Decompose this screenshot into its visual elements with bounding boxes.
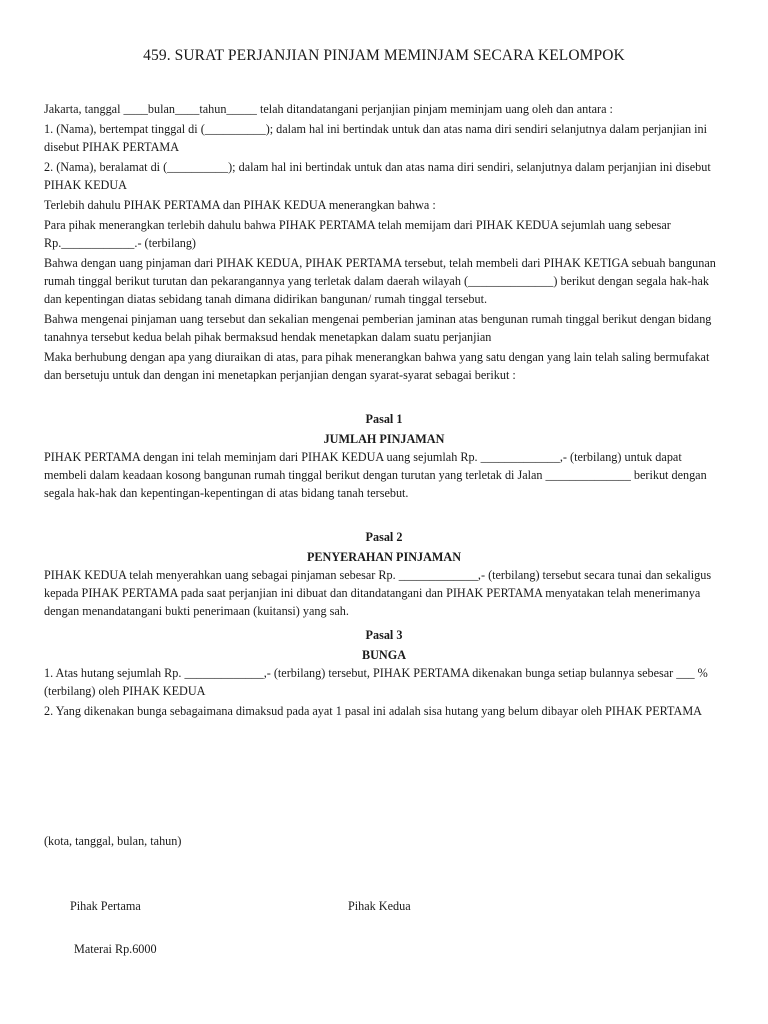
document-body <box>44 100 724 722</box>
pasal-3-number: Pasal 3 <box>365 628 403 642</box>
pasal-1-number: Pasal 1 <box>365 412 403 426</box>
signature-party-2: Pihak Kedua <box>348 899 411 913</box>
pasal-3-item: 2. Yang dikenakan bunga sebagaimana dimaksud pada ayat 1 pasal ini adalah sisa hutang yang belum dibayar oleh PIHAK PERTAMA <box>44 704 702 718</box>
intro-paragraph: Bahwa mengenai pinjaman uang tersebut dan sekalian mengenai pemberian jaminan atas bengunan rumah tinggal berikut dengan bidang tanahnya tersebut kedua belah pihak bermaksud hendak menetapkan dalam suatu perjanjian <box>44 312 712 344</box>
pasal-2-heading: PENYERAHAN PINJAMAN <box>306 550 462 564</box>
intro-paragraph: 1. (Nama), bertempat tinggal di (__________); dalam hal ini bertindak untuk dan atas nama diri sendiri selanjutnya dalam perjanjian ini disebut PIHAK PERTAMA <box>44 122 708 154</box>
stamp-duty-label: Materai Rp.6000 <box>74 942 157 956</box>
intro-paragraph: Maka berhubung dengan apa yang diuraikan di atas, para pihak menerangkan bahwa yang satu dengan yang lain telah saling bermufakat dan bersetuju untuk dan dengan ini menetapkan perjanjian dengan syarat-syarat sebagai berikut : <box>44 350 710 382</box>
place-date: (kota, tanggal, bulan, tahun) <box>44 834 182 848</box>
pasal-1-heading: JUMLAH PINJAMAN <box>323 432 445 446</box>
intro-paragraph: Para pihak menerangkan terlebih dahulu bahwa PIHAK PERTAMA telah memijam dari PIHAK KEDUA sejumlah uang sebesar Rp.____________.- (terbilang) <box>44 218 671 250</box>
pasal-2-text: PIHAK KEDUA telah menyerahkan uang sebagai pinjaman sebesar Rp. _____________,- (terbilang) tersebut secara tunai dan sekaligus kepada PIHAK PERTAMA pada saat perjanjian ini dibuat dan ditandatangani dan PIHAK PERTAMA menyatakan telah menerimanya dengan menandatangani bukti penerimaan (kuitansi) yang sah. <box>44 568 712 618</box>
intro-paragraph: Jakarta, tanggal ____bulan____tahun_____ telah ditandatangani perjanjian pinjam meminjam uang oleh dan antara : <box>44 102 613 116</box>
intro-paragraph: Bahwa dengan uang pinjaman dari PIHAK KEDUA, PIHAK PERTAMA tersebut, telah membeli dari PIHAK KETIGA sebuah bangunan rumah tinggal berikut turutan dan pekarangannya yang terletak dalam daerah wilayah (______________) berikut dengan segala hak-hak dan kepentingan diatas sebidang tanah dimana didirikan bangunan/ rumah tinggal tersebut. <box>44 256 716 306</box>
document-title: 459. SURAT PERJANJIAN PINJAM MEMINJAM SECARA KELOMPOK <box>143 47 625 64</box>
intro-paragraph: Terlebih dahulu PIHAK PERTAMA dan PIHAK KEDUA menerangkan bahwa : <box>44 198 436 212</box>
pasal-3-item: 1. Atas hutang sejumlah Rp. _____________,- (terbilang) tersebut, PIHAK PERTAMA dikenakan bunga setiap bulannya sebesar ___ % (terbilang) oleh PIHAK KEDUA <box>44 666 708 698</box>
intro-paragraph: 2. (Nama), beralamat di (__________); dalam hal ini bertindak untuk dan atas nama diri sendiri, selanjutnya dalam perjanjian ini disebut PIHAK KEDUA <box>44 160 711 192</box>
pasal-3-heading: BUNGA <box>361 648 406 662</box>
signature-party-1: Pihak Pertama <box>70 899 141 913</box>
pasal-2-number: Pasal 2 <box>365 530 403 544</box>
pasal-1-text: PIHAK PERTAMA dengan ini telah meminjam dari PIHAK KEDUA uang sejumlah Rp. _____________,- (terbilang) untuk dapat membeli dalam keadaan kosong bangunan rumah tinggal berikut dengan turutan yang terletak di Jalan ______________ berikut dengan segala hak-hak dan kepentingan-kepentingan di atas bidang tanah tersebut. <box>44 450 707 500</box>
